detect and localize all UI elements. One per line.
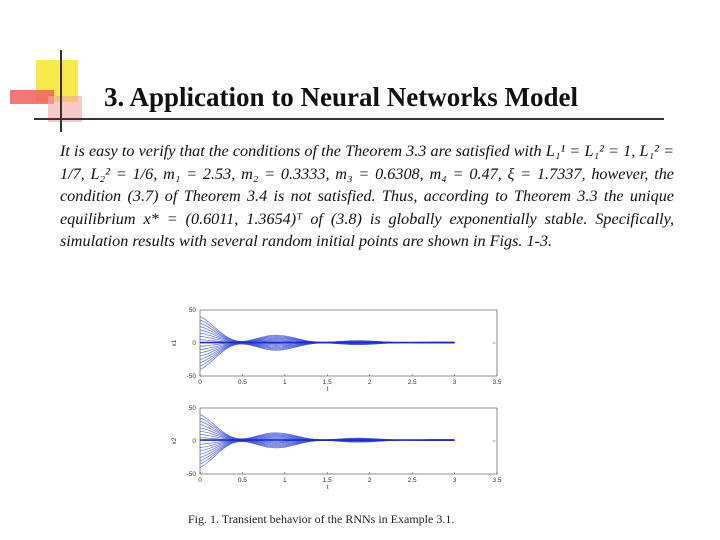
x-tick-label: 0 [198,379,202,386]
trajectory-line [200,440,455,461]
trajectory-line [200,343,455,370]
x-axis-label: t [326,484,329,491]
trajectory-line [200,418,455,440]
trajectory-line [200,330,455,343]
body-paragraph [60,140,674,253]
title-underline [34,118,664,120]
x-tick-label: 2 [367,379,372,386]
trajectory-line [200,440,455,454]
slide-title: 3. Application to Neural Networks Model [104,82,578,112]
x-tick-label: 3.5 [492,379,502,386]
trajectory-line [200,343,455,357]
trajectory-line [200,343,455,360]
x-tick-label: 1 [283,379,287,386]
trajectory-line [200,317,455,343]
trajectory-line [200,440,455,467]
transient-behavior-figure [168,298,520,498]
y-tick-label: -50 [186,373,196,380]
figure-caption: Fig. 1. Transient behavior of the RNNs in Example 3.1. [188,512,455,526]
x-tick-label: 2.5 [407,477,417,484]
trajectory-line [200,440,455,457]
x-tick-label: 2 [367,477,372,484]
y-tick-label: -50 [186,471,196,478]
trajectory-line [200,415,455,440]
x-tick-label: 3 [452,379,457,386]
paragraph-text: It is easy to verify that the conditions of the Theorem 3.3 are satisfied with L₁¹ = L₁² = 1, L₁² = 1/7, L₂² = 1/6, m₁ = 2.53, m₂ = 0.3333, m₃ = 0.6308, m₄ = 0.47, ξ = 1.7337, however, the condition (3.7) of Theorem 3.4 is not satisfied. Thus, according to Theorem 3.3 the unique equilibrium x* = (0.6011, 1.3654)ᵀ of (3.8) is globally exponentially stable. Specifically, simulation results with several random initial points are shown in Figs. 1-3. [60,142,674,251]
trajectory-line [200,343,455,366]
x-tick-label: 0.5 [237,379,247,386]
x-tick-label: 1.5 [322,379,332,386]
trajectory-line [200,323,455,342]
x-tick-label: 1 [283,477,287,484]
x-tick-label: 3.5 [492,477,502,484]
trajectory-line [200,343,455,363]
x-tick-label: 3 [452,477,457,484]
x-tick-label: 2.5 [407,379,417,386]
x-axis-label: t [326,386,329,393]
x-tick-label: 1.5 [322,477,332,484]
y-tick-label: 0 [192,438,196,445]
trajectory-line [200,327,455,343]
trajectory-line [200,421,455,440]
y-axis-label: x1 [171,339,178,347]
x-tick-label: 0 [198,477,202,484]
y-axis-label: x2 [171,437,178,445]
trajectory-line [200,440,455,464]
y-tick-label: 50 [188,307,196,314]
trajectory-line [200,320,455,343]
y-tick-label: 50 [188,405,196,412]
y-tick-label: 0 [192,340,196,347]
trajectory-line [200,425,455,441]
x-tick-label: 0.5 [237,477,247,484]
